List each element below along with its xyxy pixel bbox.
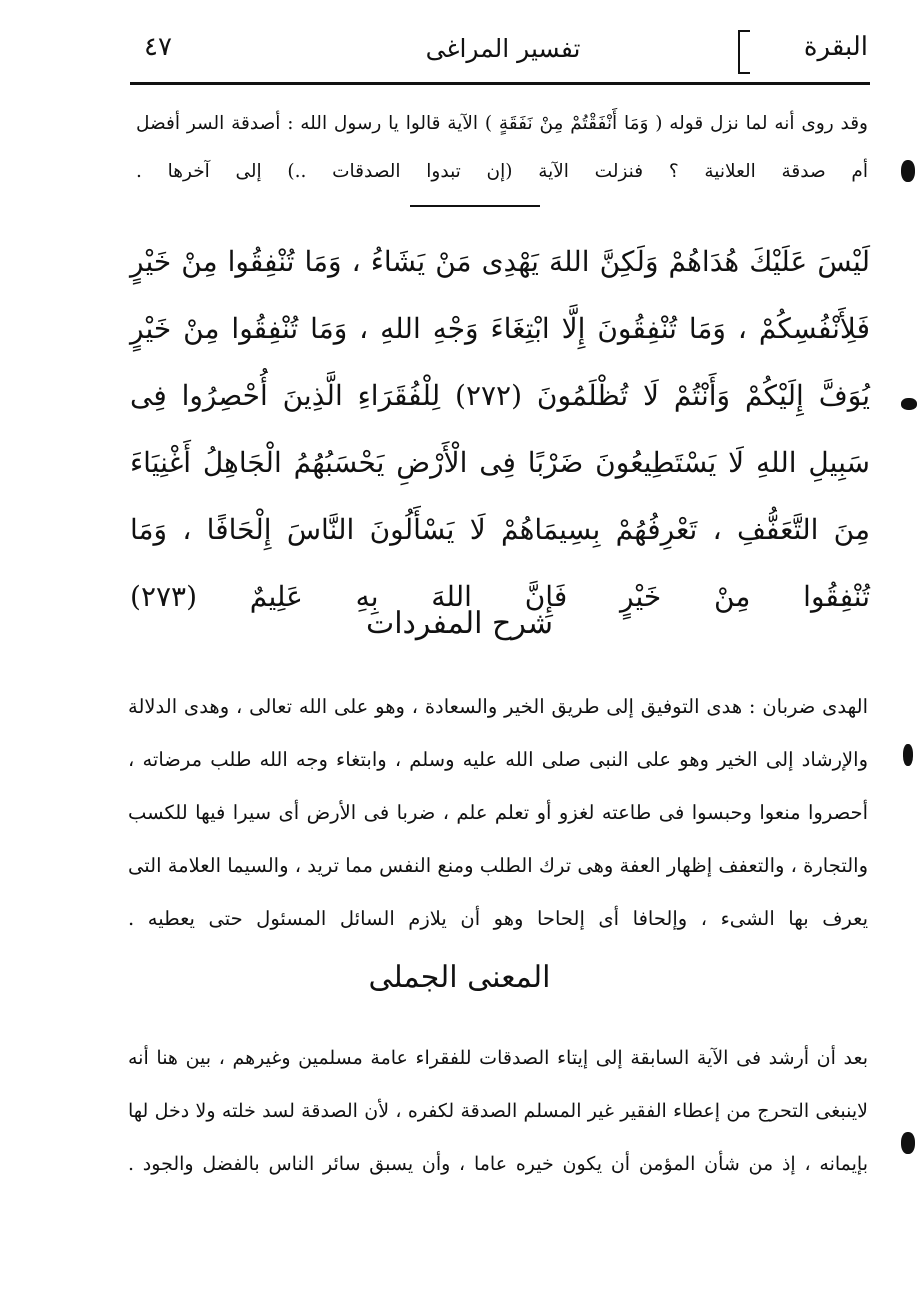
- running-header: [138, 24, 868, 76]
- verses-text: لَيْسَ عَلَيْكَ هُدَاهُمْ وَلَكِنَّ اللهَ يَهْدِى مَنْ يَشَاءُ ، وَمَا تُنْفِقُوا مِنْ خَيْرٍ فَلِأَنْفُسِكُمْ ، وَمَا تُنْفِقُونَ إِلَّا ابْتِغَاءَ وَجْهِ اللهِ ، وَمَا تُنْفِقُوا مِنْ خَيْرٍ يُوَفَّ إِلَيْكُمْ وَأَنْتُمْ لَا تُظْلَمُونَ (٢٧٢) لِلْفُقَرَاءِ الَّذِينَ أُحْصِرُوا فِى سَبِيلِ اللهِ لَا يَسْتَطِيعُونَ ضَرْبًا فِى الْأَرْضِ يَحْسَبُهُمُ الْجَاهِلُ أَغْنِيَاءَ مِنَ التَّعَفُّفِ ، تَعْرِفُهُمْ بِسِيمَاهُمْ لَا يَسْأَلُونَ النَّاسَ إِلْحَافًا ، وَمَا تُنْفِقُوا مِنْ خَيْرٍ فَإِنَّ اللهَ بِهِ عَلِيمٌ (٢٧٣): [130, 245, 870, 613]
- meaning-heading: المعنى الجملى: [368, 960, 551, 995]
- vocab-heading: شرح المفردات: [365, 606, 554, 641]
- intro-paragraph: [136, 100, 868, 244]
- header-rule: [130, 82, 870, 85]
- meaning-text: بعد أن أرشد فى الآية السابقة إلى إيتاء الصدقات للفقراء عامة مسلمين وغيرهم ، بين هنا أنه لاينبغى التحرج من إعطاء الفقير غير المسلم الصدقة لكفره ، لأن الصدقة لسد خلته ولا دخل لها بإيمانه ، إذ من شأن المؤمن أن يكون خيره عاما ، وأن يسبق سائر الناس بالفضل والجود .: [128, 1047, 868, 1175]
- margin-ink-mark: [903, 744, 913, 766]
- page-number: ٤٧: [144, 32, 172, 62]
- margin-ink-mark: [901, 1132, 915, 1154]
- vocab-text: الهدى ضربان : هدى التوفيق إلى طريق الخير والسعادة ، وهو على الله تعالى ، وهدى الدلالة والإرشاد إلى الخير وهو على النبى صلى الله عليه وسلم ، وابتغاء وجه الله طلب مرضاته ، أحصروا منعوا وحبسوا فى طاعته لغزو أو تعلم علم ، ضربا فى الأرض أى سيرا فيها للكسب والتجارة ، والتعفف إظهار العفة وهى ترك الطلب ومنع النفس مما تريد ، والسيما العلامة التى يعرف بها الشىء ، وإلحافا أى إلحاحا وهو أن يلازم السائل المسئول حتى يعطيه .: [128, 695, 868, 930]
- margin-ink-mark: [901, 398, 917, 410]
- intro-text: وقد روى أنه لما نزل قوله ( وَمَا أَنْفَقْتُمْ مِنْ نَفَقَةٍ ) الآية قالوا يا رسول الله : أصدقة السر أفضل أم صدقة العلانية ؟ فنزلت الآية (إن تبدوا الصدقات ..) إلى آخرها .: [136, 113, 868, 182]
- meaning-paragraph: [128, 1032, 868, 1244]
- book-title: تفسير المراغى: [425, 34, 581, 63]
- margin-ink-mark: [901, 160, 915, 182]
- sura-name: البقرة: [803, 32, 868, 62]
- vocab-paragraph: [128, 680, 868, 998]
- section-separator: [410, 205, 540, 207]
- header-bracket: [738, 30, 750, 74]
